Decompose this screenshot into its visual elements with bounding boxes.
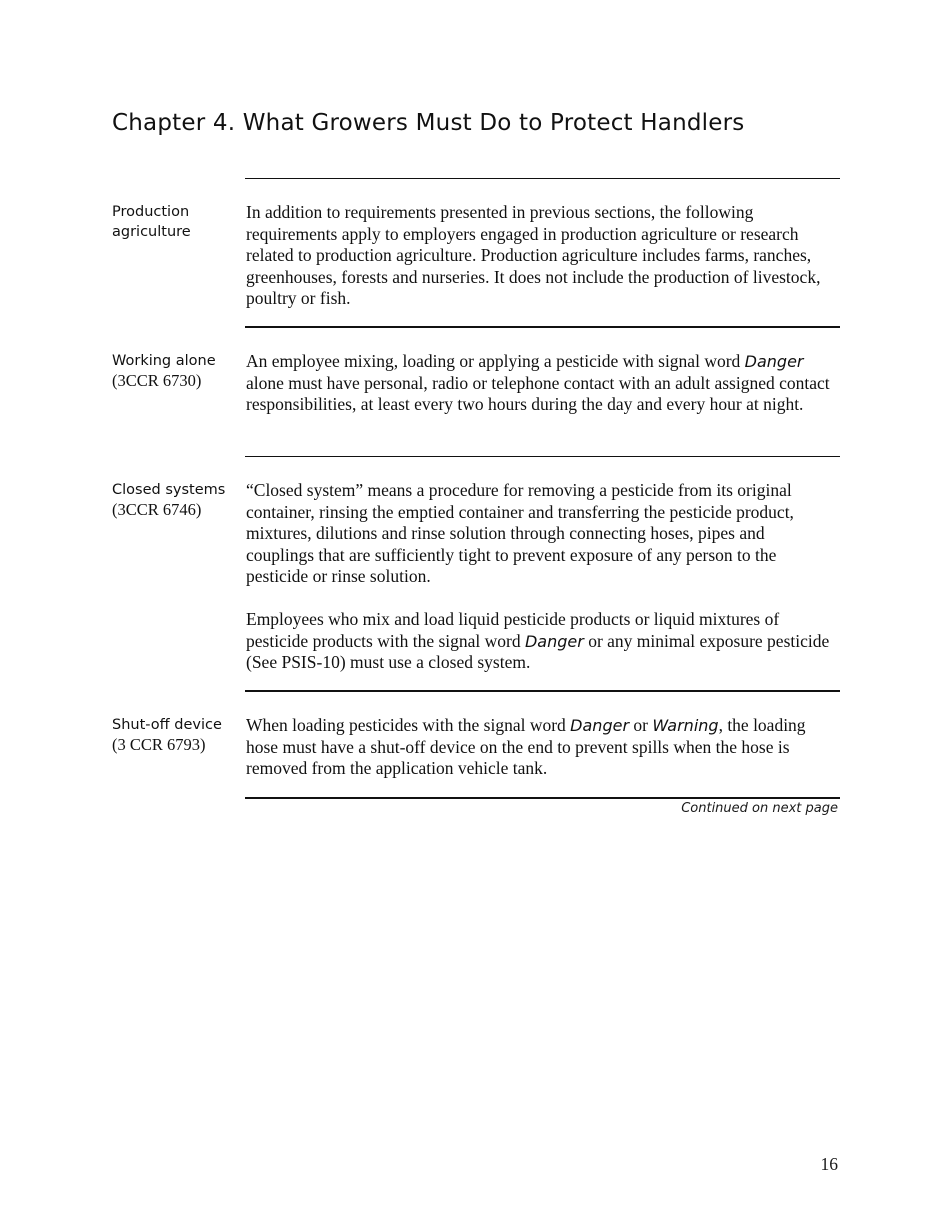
divider — [245, 326, 840, 328]
paragraph: In addition to requirements presented in previous sections, the following requirements apply to employers engaged in production agriculture or research related to production agriculture. Production agriculture includes farms, ranches, greenhouses, forests and nurseries. It does not include the production of livestock, poultry or fish. — [246, 202, 821, 309]
side-heading-production-agriculture — [112, 202, 240, 242]
side-heading-working-alone — [112, 351, 240, 391]
divider — [245, 690, 840, 692]
continued-note: Continued on next page — [681, 801, 838, 816]
regulation-ref: (3CCR 6730) — [112, 371, 202, 390]
side-label: Shut-off device — [112, 717, 222, 733]
paragraph-text: alone must have personal, radio or telephone contact with an adult assigned contact responsibilities, at least every two hours during the day and every hour at night. — [246, 372, 830, 415]
section-working-alone — [246, 351, 836, 416]
paragraph-text: or any minimal exposure pesticide (See PSIS-10) must use a closed system. — [246, 630, 830, 673]
regulation-ref: (3 CCR 6793) — [112, 735, 206, 754]
signal-word-danger: Danger — [570, 716, 630, 735]
page-number: 16 — [820, 1154, 838, 1174]
section-closed-systems — [246, 480, 836, 674]
side-label: Production agriculture — [112, 204, 191, 240]
paragraph-text: When loading pesticides with the signal word — [246, 715, 566, 735]
signal-word-danger: Danger — [524, 631, 584, 651]
signal-word-danger: Danger — [744, 352, 804, 371]
side-heading-shut-off-device — [112, 715, 240, 755]
signal-word-warning: Warning — [652, 716, 719, 735]
side-label: Closed systems — [112, 482, 226, 498]
divider — [245, 456, 840, 457]
side-label: Working alone — [112, 353, 216, 369]
page-title: Chapter 4. What Growers Must Do to Protect Handlers — [112, 110, 745, 136]
section-shut-off-device — [246, 715, 836, 780]
regulation-ref: (3CCR 6746) — [112, 500, 202, 519]
paragraph — [246, 351, 836, 416]
side-heading-closed-systems — [112, 480, 240, 520]
paragraph: “Closed system” means a procedure for removing a pesticide from its original container, rinsing the emptied container and transferring the pesticide product, mixtures, dilutions and rinse solution through connecting hoses, pipes and couplings that are sufficiently tight to prevent exposure of any person to the pesticide or rinse solution. — [246, 480, 794, 587]
divider — [245, 178, 840, 179]
paragraph-text: Employees who mix and load liquid pesticide products or liquid mixtures of pesticide products with the signal word — [246, 608, 780, 651]
section-production-agriculture — [246, 202, 836, 310]
paragraph — [246, 609, 836, 674]
paragraph-text: , the loading hose must have a shut-off device on the end to prevent spills when the hose is removed from the application vehicle tank. — [246, 715, 806, 779]
paragraph — [246, 715, 836, 780]
divider — [245, 797, 840, 799]
paragraph-text: or — [633, 715, 648, 735]
paragraph-text: An employee mixing, loading or applying a pesticide with signal word — [246, 351, 741, 371]
